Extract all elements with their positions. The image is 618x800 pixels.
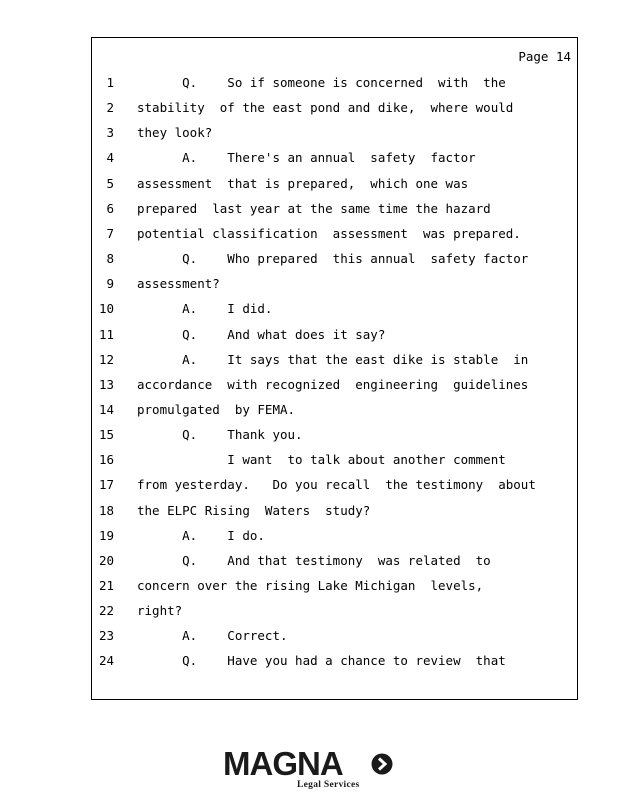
- line-number: 2: [106, 100, 114, 116]
- line-text: prepared last year at the same time the hazard: [137, 200, 491, 216]
- transcript-line: [92, 651, 577, 671]
- transcript-page: [91, 37, 578, 700]
- line-text: Q. And that testimony was related to: [137, 552, 491, 568]
- line-number: 18: [98, 502, 114, 518]
- transcript-line: [92, 375, 577, 395]
- transcript-line: [92, 299, 577, 319]
- line-number: 1: [106, 75, 114, 90]
- transcript-line: [92, 325, 577, 345]
- line-number: 21: [98, 578, 114, 593]
- line-number: 4: [106, 150, 114, 166]
- transcript-line: [92, 224, 577, 244]
- transcript-line: [92, 73, 577, 93]
- line-text: A. I do.: [137, 527, 265, 543]
- transcript-line: [92, 148, 577, 168]
- transcript-line: [92, 425, 577, 445]
- page-number: Page 14: [518, 49, 571, 64]
- line-text: promulgated by FEMA.: [137, 401, 296, 417]
- transcript-line: [92, 551, 577, 571]
- transcript-line: [92, 475, 577, 495]
- transcript-line: [92, 576, 577, 596]
- line-text: assessment that is prepared, which one was: [137, 175, 469, 191]
- line-text: Q. Have you had a chance to review that: [137, 653, 506, 669]
- line-text: Q. Who prepared this annual safety factor: [137, 251, 529, 267]
- line-number: 9: [106, 276, 114, 292]
- line-number: 5: [106, 175, 114, 191]
- transcript-line: [92, 98, 577, 118]
- transcript-line: [92, 199, 577, 219]
- line-text: A. I did.: [137, 301, 273, 317]
- logo-subtitle: Legal Services: [297, 780, 360, 790]
- line-text: I want to talk about another comment: [137, 452, 506, 468]
- transcript-line: [92, 350, 577, 370]
- line-text: right?: [137, 603, 183, 619]
- transcript-line: [92, 249, 577, 269]
- line-number: 15: [98, 427, 114, 443]
- line-text: assessment?: [137, 276, 220, 292]
- line-text: concern over the rising Lake Michigan levels,: [137, 578, 484, 593]
- line-text: Q. Thank you.: [137, 427, 303, 443]
- chevron-right-circle-icon: [371, 753, 393, 775]
- line-text: Q. And what does it say?: [137, 326, 386, 342]
- line-number: 14: [98, 401, 114, 417]
- line-number: 8: [106, 251, 114, 267]
- line-text: the ELPC Rising Waters study?: [137, 502, 371, 518]
- transcript-line: [92, 526, 577, 546]
- transcript-line: [92, 123, 577, 143]
- transcript-line: [92, 626, 577, 646]
- line-text: stability of the east pond and dike, where would: [137, 100, 514, 116]
- transcript-line: [92, 501, 577, 521]
- transcript-line: [92, 400, 577, 420]
- line-number: 6: [106, 200, 114, 216]
- line-text: they look?: [137, 125, 213, 141]
- line-number: 16: [98, 452, 114, 468]
- line-text: A. Correct.: [137, 628, 288, 644]
- line-number: 20: [98, 552, 114, 568]
- logo-wordmark: MAGNA: [223, 745, 343, 782]
- line-text: A. There's an annual safety factor: [137, 150, 476, 166]
- line-number: 17: [98, 477, 114, 493]
- transcript-line: [92, 274, 577, 294]
- line-number: 12: [98, 351, 114, 367]
- line-text: potential classification assessment was prepared.: [137, 225, 521, 241]
- line-number: 11: [98, 326, 114, 342]
- line-text: from yesterday. Do you recall the testimony about: [137, 477, 536, 493]
- transcript-line: [92, 450, 577, 470]
- transcript-line: [92, 174, 577, 194]
- line-number: 19: [98, 527, 114, 543]
- line-text: accordance with recognized engineering guidelines: [137, 376, 529, 392]
- magna-logo: [223, 747, 399, 793]
- line-number: 22: [98, 603, 114, 619]
- line-number: 10: [98, 301, 114, 317]
- line-text: Q. So if someone is concerned with the: [137, 75, 506, 90]
- transcript-line: [92, 601, 577, 621]
- line-number: 7: [106, 225, 114, 241]
- line-number: 13: [98, 376, 114, 392]
- line-number: 3: [106, 125, 114, 141]
- line-number: 24: [98, 653, 114, 669]
- line-number: 23: [98, 628, 114, 644]
- line-text: A. It says that the east dike is stable in: [137, 351, 529, 367]
